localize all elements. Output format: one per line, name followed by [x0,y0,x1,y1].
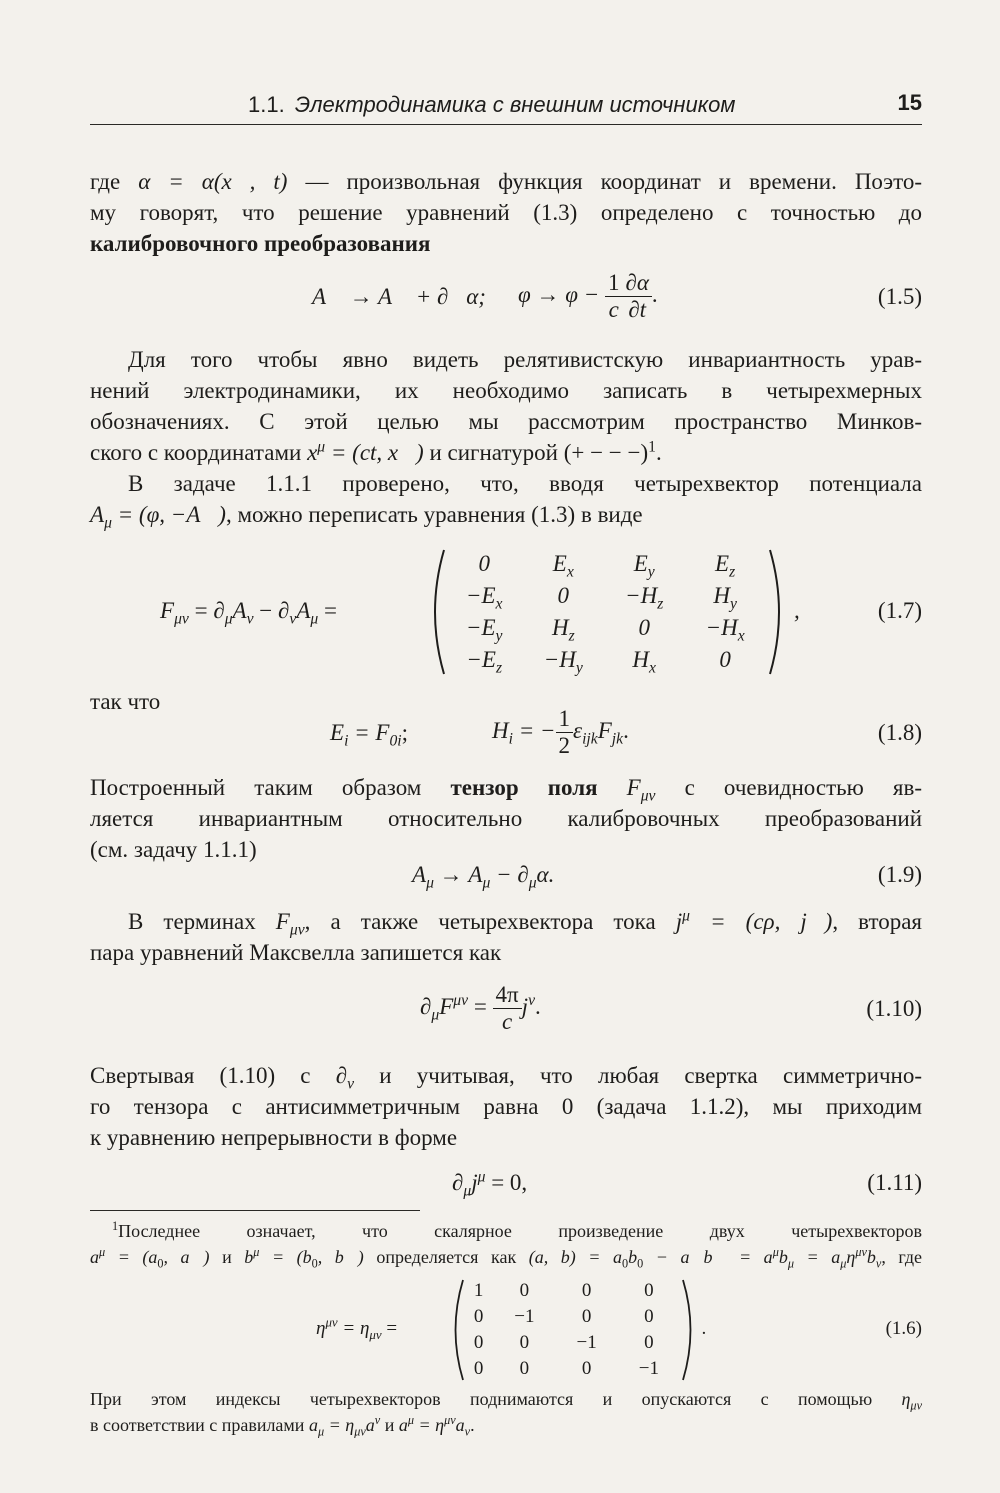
matrix-right-bracket [766,548,790,676]
bold-term: калибровочного преобразования [90,231,431,256]
tensor-cell: $H_x$ [632,647,656,677]
equation-1-9 [90,862,922,898]
math: ∂ [213,598,225,623]
subscript: μ [426,874,434,892]
tensor-cell: $E_x$ [552,551,574,581]
math: = a [794,1247,841,1267]
punct: . [702,1318,707,1339]
tensor-cell: $H_y$ [713,583,737,613]
math: A [90,502,105,527]
text-line: му говорят, что решение уравнений (1.3) определено с точностью до [90,200,922,225]
math: ∂ [335,1063,348,1088]
math: = (b [259,1247,312,1267]
text: где [90,169,139,194]
math: A [296,598,311,623]
footnote-line [90,1218,922,1244]
metric-row [464,1278,680,1304]
superscript: μν [444,1413,456,1427]
equation-1-8 [90,706,922,766]
equation-1-11 [90,1170,922,1206]
text: ского с координатами [90,440,308,465]
metric-cell: 0 [519,1332,530,1353]
text: и учитывая, что любая свертка симметрично- [354,1063,922,1088]
footnote-mark: 1 [112,1219,119,1233]
text-line [90,437,922,468]
math: b [866,1247,876,1267]
text-line: к уравнению непрерывности в форме [90,1125,458,1150]
equation-body [452,1168,528,1200]
tensor-row [446,548,766,580]
math: = (ct, x⃗) [325,440,424,465]
superscript: μ [253,1245,260,1259]
text: , где [881,1247,922,1267]
text-line: так что [90,689,161,714]
punct: , [794,598,800,623]
math: b [628,1247,638,1267]
math: α. [536,862,555,887]
tensor-row [446,612,766,644]
subscript: μν [369,1326,382,1342]
tensor-cell: $-H_x$ [705,615,745,645]
tensor-cell: $-H_y$ [543,647,583,677]
math: = η [324,1415,355,1435]
math: η [316,1318,326,1339]
text-line [90,499,922,530]
subscript: ν [464,1424,471,1439]
equation-1-5 [90,270,922,330]
subscript: ijk [582,730,598,748]
text-line: нений электродинамики, их необходимо записать в четырехмерных [90,378,922,403]
text: Последнее означает, что скалярное произведение двух четырехвекторов [118,1221,922,1241]
text-line [90,1060,922,1091]
superscript: μ [407,1413,414,1427]
math: b [778,1247,788,1267]
text: , а также четырехвектора тока [304,909,676,934]
math: = (a [105,1247,158,1267]
equation-body [420,982,541,1035]
math: = 0, [485,1170,528,1195]
subscript: i [508,730,513,748]
footnote-separator [90,1210,420,1211]
tensor-cell: $E_y$ [633,551,655,581]
equation-e [330,720,409,750]
denominator: 2 [558,733,571,758]
text: — произвольная функция координат и времени. Поэто- [287,169,922,194]
text-line [90,772,922,803]
superscript: μ [99,1245,106,1259]
equation-number: (1.5) [877,284,922,309]
math: A [412,862,427,887]
tensor-cell: $-E_x$ [465,583,503,613]
subscript: μ [104,514,112,532]
metric-cell: −1 [638,1358,659,1379]
equation-h [492,706,629,759]
math: ε [573,717,583,743]
equation-number: (1.7) [877,598,922,623]
denominator: ∂t [628,297,647,322]
metric-matrix [464,1278,680,1382]
metric-cell: 0 [644,1332,654,1353]
metric-cell: 0 [519,1280,530,1301]
math: F [439,993,454,1019]
math: H [492,717,509,743]
equation-number: (1.6) [885,1318,922,1339]
denominator: c [608,297,619,322]
subscript: μ [310,610,319,628]
math: , a⃗) [163,1247,210,1267]
text-line: ляется инвариантным относительно калибровочных преобразований [90,806,922,831]
tensor-cell: $E_z$ [715,551,736,581]
subscript: 0 [621,1256,629,1271]
tensor-row [446,644,766,676]
subscript: ν [246,610,254,628]
section-title-text: Электродинамика с внешним источником [294,92,736,117]
text-line [90,228,922,259]
matrix-table [446,548,766,676]
math: ∂ [452,1170,464,1195]
subscript: μν [910,1398,922,1413]
math: = [468,993,493,1019]
equation-number: (1.8) [877,720,922,745]
metric-row [464,1330,680,1356]
math: a [455,1415,465,1435]
metric-cell: 0 [644,1280,654,1301]
footnote-line [90,1244,922,1270]
superscript: ν [528,992,535,1010]
equation-lhs [316,1314,398,1342]
math: a [308,1415,318,1435]
text-line: пара уравнений Максвелла запишется как [90,940,502,965]
superscript: μ [477,1168,486,1186]
subscript: μ [840,1256,847,1271]
equation-1-7 [90,548,922,678]
text-line [90,166,922,197]
subscript: μ [224,610,233,628]
subscript: ν [347,1075,355,1093]
math: = [381,1318,398,1339]
tensor-cell: $H_z$ [551,615,575,645]
fraction [556,706,574,759]
subscript: ν [289,610,297,628]
text-line [90,906,922,937]
math: x [307,440,318,465]
footnote-mark: 1 [648,438,656,456]
subscript: μ [787,1256,794,1271]
equation-number: (1.11) [867,1170,922,1195]
superscript: μν [453,992,469,1010]
subscript: 0 [157,1256,164,1271]
math: = − [512,717,556,743]
text: , можно переписать уравнения (1.3) в виде [225,502,643,527]
superscript: μ [682,907,690,925]
metric-cell: 0 [473,1306,484,1327]
punct: ; [401,720,409,745]
matrix-table [464,1278,680,1382]
math: = (φ, −A⃗) [111,502,226,527]
numerator: ∂α [622,270,651,297]
math: F [160,598,175,623]
matrix-left-bracket [424,548,448,676]
text-line: (см. задачу 1.1.1) [90,837,257,862]
footnote-line [90,1412,922,1438]
fraction [605,270,623,323]
text: в соответствии с правилами [90,1415,309,1435]
page-number: 15 [897,90,922,115]
text: Построенный таким образом [90,775,451,800]
math: − [259,598,273,623]
math: = η [337,1318,370,1339]
punct: . [623,717,629,743]
math: = η [414,1415,445,1435]
math: , b⃗) [317,1247,364,1267]
subscript: μν [640,787,656,805]
superscript: μν [325,1314,338,1330]
text-line: В задаче 1.1.1 проверено, что, вводя четырехвектор потенциала [128,471,922,496]
subscript: μ [463,1182,472,1200]
equation-body [412,862,555,892]
metric-cell: −1 [514,1306,535,1327]
math: E [330,720,345,745]
numerator: 4π [493,982,522,1009]
tensor-cell: 0 [719,647,731,672]
math: ∂ [278,598,290,623]
text-line: Для того чтобы явно видеть релятивистскую инвариантность урав- [128,347,922,372]
running-header [90,88,922,125]
metric-cell: 1 [473,1280,484,1301]
paragraph-6 [90,1060,922,1153]
metric-cell: 0 [473,1358,484,1379]
math: j [471,1170,478,1195]
punct: . [470,1415,475,1435]
subscript: ν [875,1256,882,1271]
numerator: 1 [605,270,623,297]
paragraph-5 [90,906,922,968]
equation-number: (1.10) [866,996,922,1021]
text-line: го тензора с антисимметричным равна 0 (задача 1.1.2), мы приходим [90,1094,922,1119]
text: с очевидностью яв- [655,775,922,800]
text: определяется как [363,1247,529,1267]
text: Свертывая (1.10) с [90,1063,336,1088]
text: и сигнатурой [423,440,564,465]
paragraph-1 [90,166,922,259]
field-tensor-matrix [446,548,766,676]
math: η [901,1389,911,1409]
text-line: обозначениях. С этой целью мы рассмотрим пространство Минков- [90,409,922,434]
math: − ∂ [490,862,529,887]
math: F [275,909,290,934]
metric-left-bracket [446,1278,466,1382]
superscript: μν [855,1245,867,1259]
text: , вторая [832,909,922,934]
punct: . [535,993,541,1019]
fraction [493,982,522,1035]
math: = [324,598,337,623]
section-title [248,92,735,118]
metric-cell: 0 [581,1358,592,1379]
equation-lhs: A⃗ → A⃗ + ∂⃗α; [312,284,486,309]
metric-cell: 0 [473,1332,484,1353]
text: При этом индексы четырехвекторов поднимаются и опускаются с помощью [90,1389,902,1409]
math: A [232,598,247,623]
metric-cell: 0 [581,1280,592,1301]
footnote [90,1218,922,1270]
math: φ → φ − [518,281,600,307]
tensor-row [446,580,766,612]
subscript: jk [611,730,624,748]
math: → A [433,862,483,887]
signature: (+ − − −) [563,440,649,465]
math: (a, b) = a [528,1247,622,1267]
tensor-cell: $-H_z$ [625,583,664,613]
subscript: 0 [637,1256,644,1271]
math: = F [348,720,390,745]
text: В терминах [128,909,276,934]
equation-1-10 [90,982,922,1042]
math: j [521,993,529,1019]
denominator: c [502,1009,513,1034]
subscript: i [344,732,349,750]
tensor-cell: 0 [638,615,650,640]
superscript: μ [317,438,326,456]
math: ∂ [420,993,432,1019]
equation-rhs [518,270,658,323]
math: F [597,717,612,743]
text: и [209,1247,245,1267]
subscript: μ [317,1424,325,1439]
metric-row [464,1304,680,1330]
tensor-cell: 0 [557,583,570,608]
subscript: μ [482,874,491,892]
metric-cell: 0 [581,1306,592,1327]
bold-term: тензор поля [450,775,598,800]
metric-row [464,1356,680,1382]
paragraph-4 [90,772,922,865]
equation-1-6 [90,1278,922,1382]
tensor-cell: $-E_z$ [466,647,503,677]
punct: . [655,440,662,465]
subscript: μ [528,874,537,892]
footnote-line [90,1386,922,1412]
metric-cell: 0 [644,1306,654,1327]
tensor-cell: 0 [478,551,490,576]
math: a [365,1415,375,1435]
paragraph-2 [90,344,922,468]
metric-cell: 0 [519,1358,530,1379]
subscript: μν [354,1424,366,1439]
equation-number: (1.9) [877,862,922,887]
punct: . [651,281,658,307]
superscript: μ [772,1245,779,1259]
paragraph-3 [90,468,922,530]
subscript: 0 [311,1256,318,1271]
subscript: μν [174,610,189,628]
subscript: 0i [389,732,402,750]
section-number: 1.1. [248,92,285,117]
math: η [846,1247,856,1267]
subscript: μ [431,1006,440,1024]
subscript: μν [289,921,305,939]
math: a [90,1247,99,1267]
metric-cell: −1 [576,1332,597,1353]
tensor-cell: $-E_y$ [465,615,503,645]
metric-right-bracket [680,1278,700,1382]
footnote-continuation [90,1386,922,1438]
text: и [380,1415,399,1435]
math: − a⃗b⃗ = a [643,1247,773,1267]
math-inline: α = α(x⃗, t) [138,169,288,194]
math: j [675,909,683,934]
equation-lhs: $F_{\mu\nu} = \partial_\mu A_\nu - \partial_\nu A_\mu$ = [160,598,337,628]
superscript: ν [374,1413,381,1427]
numerator: 1 [556,706,574,733]
math: b [244,1247,254,1267]
fraction [622,270,651,323]
math: a [398,1415,408,1435]
math: = (cρ, j⃗) [689,909,833,934]
math: F [597,775,641,800]
